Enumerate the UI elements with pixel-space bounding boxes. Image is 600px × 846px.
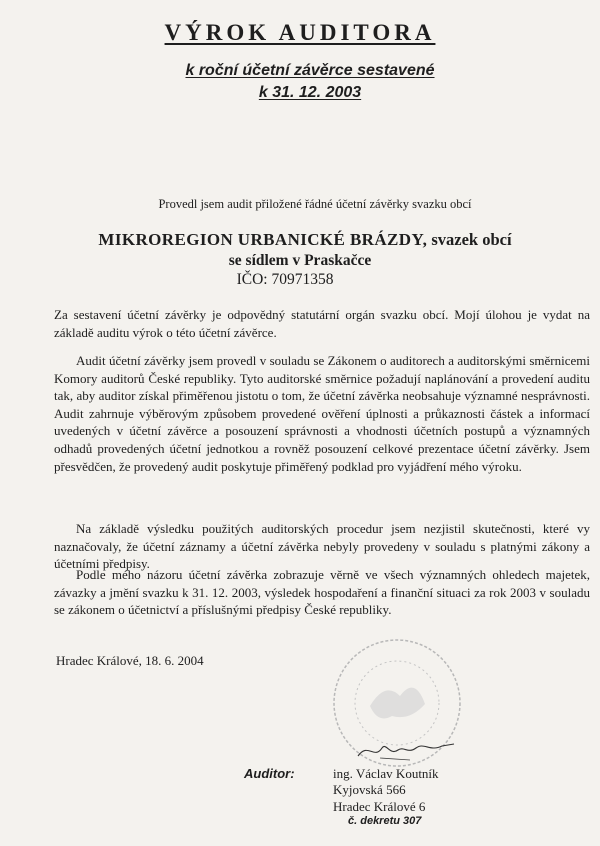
subtitle-line-1: k roční účetní závěrce sestavené bbox=[185, 62, 435, 79]
auditor-street: Kyjovská 566 bbox=[333, 782, 406, 797]
entity-name: MIKROREGION URBANICKÉ BRÁZDY, bbox=[98, 230, 428, 249]
ico-label: IČO: bbox=[236, 271, 268, 288]
paragraph-audit-scope: Audit účetní závěrky jsem provedl v souladu se Zákonem o auditorech a auditorskými směrnicemi Komory auditorů České republiky. Tyto auditorské směrnice požadují naplánování a provedení auditu tak, aby auditor získal přiměřenou jistotu o tom, že účetní závěrka neobsahuje významné nesprávnosti. Audit zahrnuje výběrovým způsobem provedené ověření úplnosti a průkaznosti částek a informací uvedených v účetní závěrce a posouzení správnosti a vhodnosti účetních postupů a významných odhadů provedených účetní jednotkou a rovněž posouzení celkové prezentace účetní závěrky. Jsem přesvědčen, že provedený audit poskytuje přiměřený podklad pro vyjádření mého výroku. bbox=[54, 353, 590, 474]
auditor-label: Auditor: bbox=[244, 766, 295, 781]
entity-type: svazek obcí bbox=[427, 230, 512, 249]
auditor-name: ing. Václav Koutník bbox=[333, 766, 439, 781]
place-and-date: Hradec Králové, 18. 6. 2004 bbox=[56, 653, 204, 668]
subtitle-line-2: k 31. 12. 2003 bbox=[258, 84, 362, 101]
paragraph-responsibility: Za sestavení účetní závěrky je odpovědný statutární orgán svazku obcí. Mojí úlohou je vydat na základě auditu výrok o této účetní závěrce. bbox=[54, 307, 590, 340]
intro-line: Provedl jsem audit přiložené řádné účetní závěrky svazku obcí bbox=[158, 197, 472, 211]
paragraph-findings: Na základě výsledku použitých auditorských procedur jsem nezjistil skutečnosti, které vy naznačovaly, že účetní záznamy a účetní závěrka nebyly provedeny v souladu s platnými zákony a účetními předpisy. bbox=[54, 521, 590, 572]
document-title: VÝROK AUDITORA bbox=[164, 20, 436, 45]
entity-ico bbox=[0, 271, 600, 289]
ico-value: 70971358 bbox=[271, 271, 334, 288]
entity-seat: se sídlem v Praskačce bbox=[228, 252, 372, 269]
entity-name-line-1 bbox=[0, 230, 600, 250]
auditor-decree: č. dekretu 307 bbox=[348, 815, 422, 827]
paragraph-opinion: Podle mého názoru účetní závěrka zobrazuje věrně ve všech významných ohledech majetek, závazky a jmění svazku k 31. 12. 2003, výsledek hospodaření a finanční situaci za rok 2003 v souladu se zákonem o účetnictví a příslušnými předpisy České republiky. bbox=[54, 567, 590, 618]
auditor-city: Hradec Králové 6 bbox=[333, 799, 426, 814]
auditor-signature bbox=[350, 734, 460, 764]
